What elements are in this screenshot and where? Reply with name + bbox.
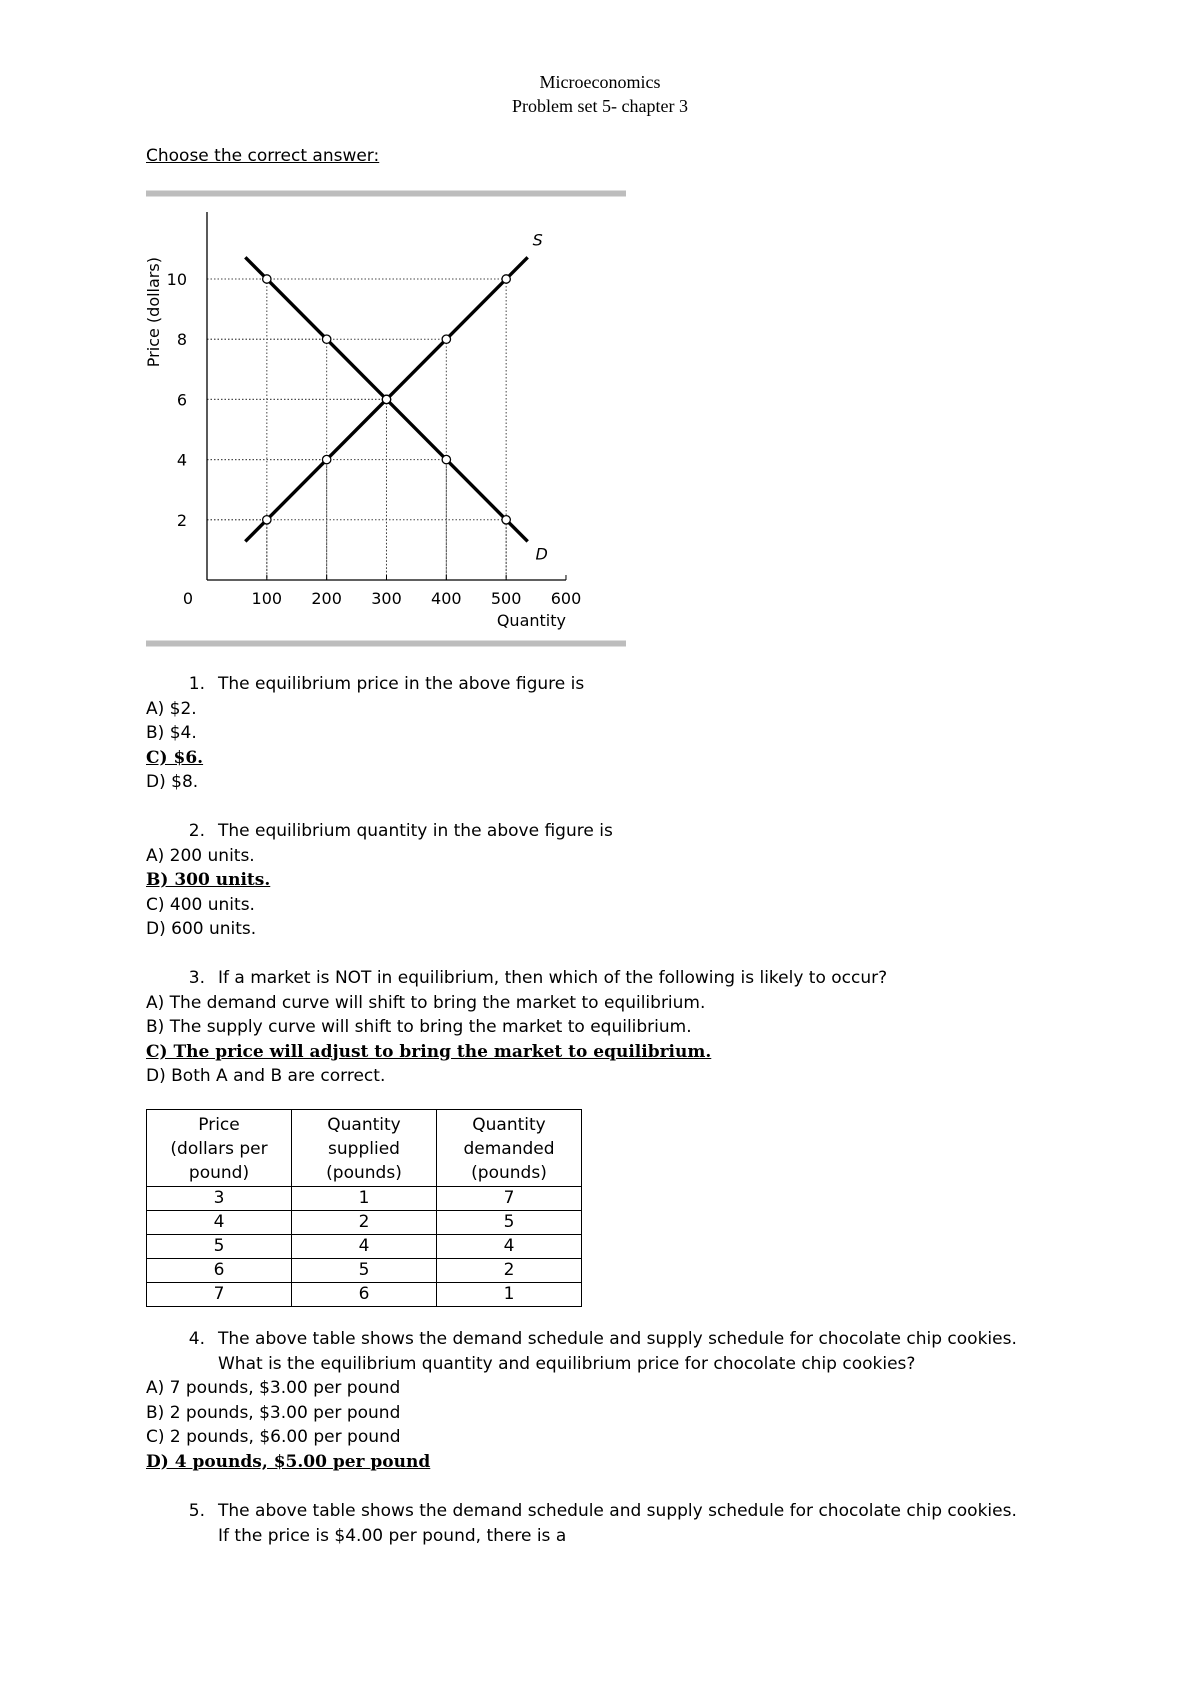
table-row [147,1283,582,1307]
table-cell: 2 [437,1259,582,1283]
table-cell: 1 [292,1187,437,1211]
x-tick-label: 300 [371,589,402,608]
y-tick-label: 4 [176,450,187,470]
table-row [147,1259,582,1283]
x-axis-label: Quantity [496,611,566,630]
header-line: (dollars per [170,1139,268,1159]
question-text-line: The above table shows the demand schedule and supply schedule for chocolate chip cookies. [218,1501,1017,1521]
data-point [502,275,510,283]
data-point [322,335,330,343]
x-tick-label: 200 [311,589,342,608]
data-point [263,516,271,524]
answer-option-correct: B) 300 units. [146,870,271,890]
question-text [218,819,1106,844]
question-3 [146,966,1106,1089]
table-row [147,1235,582,1259]
question-5 [146,1499,1106,1548]
question-number: 4. [188,1329,205,1349]
question-stem [146,1327,1106,1376]
header-line: demanded [463,1139,555,1159]
question-number: 2. [188,821,205,841]
table-cell: 6 [147,1259,292,1283]
answer-option: B) $4. [146,723,197,743]
x-tick-label: 0 [182,589,194,608]
instruction: Choose the correct answer: [146,146,380,166]
table-cell: 4 [292,1235,437,1259]
question-text-line: The equilibrium price in the above figure is [218,674,585,694]
header-quantity-demanded [437,1110,582,1187]
question-number: 5. [188,1501,205,1521]
answer-option: D) $8. [146,772,199,792]
header-line: (pounds) [471,1163,547,1183]
table-cell: 5 [292,1259,437,1283]
table-cell: 7 [437,1187,582,1211]
answer-option: A) 7 pounds, $3.00 per pound [146,1378,401,1398]
supply-demand-chart [146,192,626,652]
y-tick-label: 10 [166,270,187,289]
answer-option: B) 2 pounds, $3.00 per pound [146,1402,401,1423]
x-tick-label: 600 [550,589,582,608]
y-axis-label: Price (dollars) [144,257,163,368]
answer-option: D) Both A and B are correct. [146,1066,386,1086]
data-point [322,455,330,463]
supply-curve-label: S [532,230,543,250]
answer-option-correct: C) The price will adjust to bring the market to equilibrium. [146,1041,712,1062]
answer-option-correct: C) $6. [146,747,204,768]
data-point [442,335,450,343]
table-cell: 2 [292,1211,437,1235]
table-cell: 5 [147,1235,292,1259]
supply-demand-table [146,1109,582,1307]
header-line: supplied [328,1139,400,1159]
answer-option: B) The supply curve will shift to bring the market to equilibrium. [146,1017,692,1037]
table-cell: 4 [147,1211,292,1235]
answer-option-correct: D) 4 pounds, $5.00 per pound [146,1451,431,1472]
question-text [218,966,1106,991]
question-4 [146,1327,1106,1474]
table-cell: 5 [437,1211,582,1235]
y-tick-label: 8 [176,330,187,350]
table-cell: 7 [147,1283,292,1307]
table-row [147,1211,582,1235]
y-tick-label: 2 [176,510,187,530]
y-tick-label: 6 [176,390,187,410]
question-stem [146,966,1106,991]
answer-option: C) 400 units. [146,894,255,915]
answer-option: A) $2. [146,698,197,719]
header-line: Quantity [327,1115,401,1135]
question-text [218,1327,1106,1376]
question-stem [146,819,1106,844]
data-point [382,395,390,403]
demand-curve-label: D [535,544,548,564]
header-quantity-supplied [292,1110,437,1187]
question-stem [146,1499,1106,1548]
question-text-line: What is the equilibrium quantity and equilibrium price for chocolate chip cookies? [218,1353,916,1374]
answer-option: A) The demand curve will shift to bring the market to equilibrium. [146,992,706,1013]
table-header-row [147,1110,582,1187]
table-cell: 1 [437,1283,582,1307]
data-point [502,516,510,524]
question-text-line: If the price is $4.00 per pound, there is a [218,1525,567,1546]
question-text-line: If a market is NOT in equilibrium, then which of the following is likely to occur? [218,968,888,988]
question-1 [146,672,1106,795]
header-price [147,1110,292,1187]
data-point [263,275,271,283]
course-title: Microeconomics [539,72,661,92]
question-number: 3. [188,968,205,988]
answer-option: C) 2 pounds, $6.00 per pound [146,1427,401,1447]
question-number: 1. [188,674,205,694]
x-tick-label: 100 [251,589,283,608]
data-point [442,455,450,463]
table-row [147,1187,582,1211]
table-cell: 6 [292,1283,437,1307]
problem-set-title: Problem set 5- chapter 3 [512,96,688,116]
question-text [218,1499,1106,1548]
answer-option: A) 200 units. [146,845,255,866]
header-line: Price [198,1115,240,1135]
table-cell: 3 [147,1187,292,1211]
question-text [218,672,1106,697]
question-text-line: The equilibrium quantity in the above figure is [218,821,613,841]
question-stem [146,672,1106,697]
x-tick-label: 400 [431,589,462,608]
header-line: pound) [188,1163,250,1183]
question-text-line: The above table shows the demand schedule and supply schedule for chocolate chip cookies. [218,1329,1017,1349]
x-tick-label: 500 [490,589,522,608]
header-line: Quantity [472,1115,546,1135]
answer-option: D) 600 units. [146,919,257,939]
table-cell: 4 [437,1235,582,1259]
question-2 [146,819,1106,942]
header-line: (pounds) [326,1163,402,1183]
document-header [0,70,1200,118]
